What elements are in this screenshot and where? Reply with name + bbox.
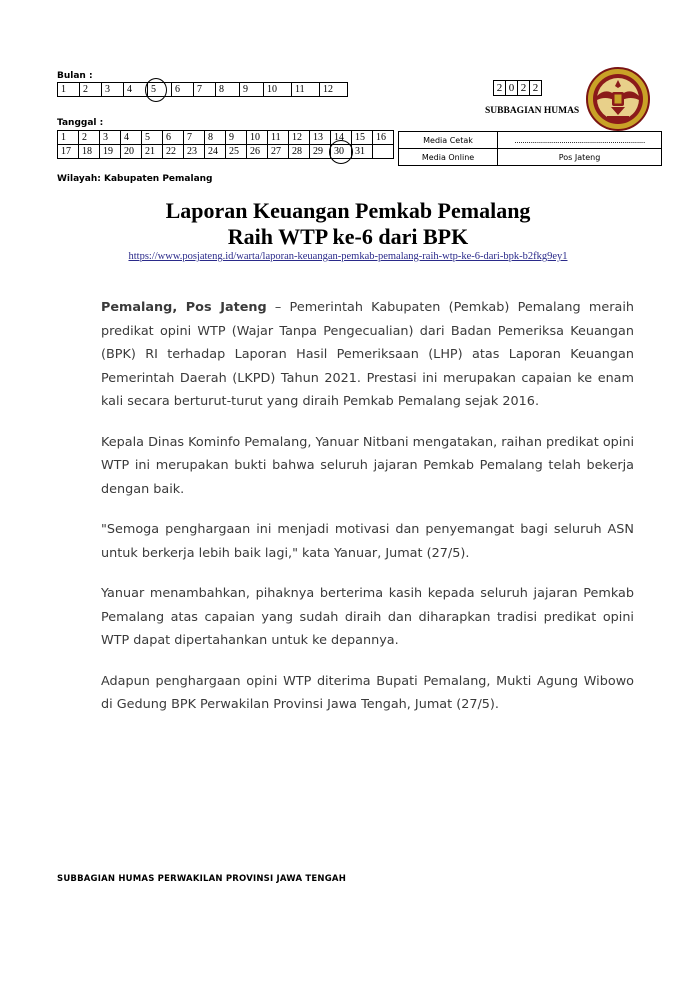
day-cell: 6 [163,131,184,145]
month-cell: 1 [58,83,80,97]
article-title-line1: Laporan Keuangan Pemkab Pemalang [165,198,531,223]
paragraph-5: Adapun penghargaan opini WTP diterima Bupati Pemalang, Mukti Agung Wibowo di Gedung BPK Perwakilan Provinsi Jawa Tengah, Jumat (27/5). [101,673,634,712]
year-box [493,80,542,96]
day-cell: 25 [226,145,247,159]
day-cell: 3 [100,131,121,145]
month-cell: 12 [320,83,348,97]
wilayah-label: Wilayah: Kabupaten Pemalang [57,174,213,184]
day-cell: 1 [58,131,79,145]
day-grid [57,130,394,159]
day-cell: 29 [310,145,331,159]
day-cell: 8 [205,131,226,145]
month-cell: 9 [240,83,264,97]
day-cell: 15 [352,131,373,145]
month-cell: 6 [172,83,194,97]
month-cell: 4 [124,83,148,97]
day-cell: 16 [373,131,394,145]
tanggal-label: Tanggal : [57,118,104,128]
media-table [398,131,662,166]
day-cell: 24 [205,145,226,159]
paragraph-4: Yanuar menambahkan, pihaknya berterima kasih kepada seluruh jajaran Pemkab Pemalang atas capaian yang sudah diraih dan diharapkan tradisi predikat opini WTP dapat dipertahankan untuk ke depannya. [101,586,634,648]
year-digit: 0 [506,81,518,96]
day-cell: 9 [226,131,247,145]
media-online-label: Media Online [399,149,498,166]
day-cell: 26 [247,145,268,159]
day-cell: 17 [58,145,79,159]
day-cell: 19 [100,145,121,159]
source-url-link[interactable]: https://www.posjateng.id/warta/laporan-keuangan-pemkab-pemalang-raih-wtp-ke-6-dari-bpk-b2fkg9ey1 [128,251,568,262]
month-cell: 10 [264,83,292,97]
day-cell [373,145,394,159]
day-cell: 22 [163,145,184,159]
day-cell: 20 [121,145,142,159]
article-title-line2: Raih WTP ke-6 dari BPK [227,224,469,249]
day-cell: 13 [310,131,331,145]
media-online-value: Pos Jateng [498,149,662,166]
subbagian-label: SUBBAGIAN HUMAS [485,106,580,116]
day-cell: 5 [142,131,163,145]
day-cell: 2 [79,131,100,145]
selected-month-circle [145,78,167,102]
month-cell: 5 [148,83,172,97]
article-body [101,296,634,734]
garuda-emblem-logo [585,66,651,132]
day-cell: 7 [184,131,205,145]
year-digit: 2 [518,81,530,96]
selected-day-circle [329,140,353,164]
month-cell: 8 [216,83,240,97]
bulan-label: Bulan : [57,71,93,81]
year-digit: 2 [494,81,506,96]
day-cell: 23 [184,145,205,159]
paragraph-3: "Semoga penghargaan ini menjadi motivasi dan penyemangat bagi seluruh ASN untuk berkerja lebih baik lagi," kata Yanuar, Jumat (27/5). [101,522,634,561]
footer-text: SUBBAGIAN HUMAS PERWAKILAN PROVINSI JAWA TENGAH [57,874,347,884]
day-cell: 30 [331,145,352,159]
year-digit: 2 [530,81,542,96]
media-cetak-label: Media Cetak [399,132,498,149]
day-cell: 28 [289,145,310,159]
day-cell: 18 [79,145,100,159]
day-cell: 27 [268,145,289,159]
day-cell: 21 [142,145,163,159]
day-cell: 14 [331,131,352,145]
paragraph-1: Pemalang, Pos Jateng – Pemerintah Kabupaten (Pemkab) Pemalang meraih predikat opini WTP (Wajar Tanpa Pengecualian) dari Badan Pemeriksa Keuangan (BPK) RI terhadap Laporan Hasil Pemeriksaan (LHP) atas Laporan Keuangan Pemerintah Daerah (LKPD) Tahun 2021. Prestasi ini merupakan capaian ke enam kali secara berturut-turut yang diraih Pemkab Pemalang sejak 2016. [101,300,634,409]
day-cell: 12 [289,131,310,145]
month-cell: 11 [292,83,320,97]
article-title [60,198,636,250]
lead-dateline: Pemalang, Pos Jateng [101,300,267,315]
media-cetak-value: ................................................................ [498,132,662,149]
day-cell: 4 [121,131,142,145]
paragraph-2: Kepala Dinas Kominfo Pemalang, Yanuar Nitbani mengatakan, raihan predikat opini WTP ini merupakan bukti bahwa seluruh jajaran Pemkab Pemalang telah bekerja dengan baik. [101,434,634,497]
month-cell: 7 [194,83,216,97]
day-cell: 10 [247,131,268,145]
month-cell: 2 [80,83,102,97]
day-cell: 31 [352,145,373,159]
month-cell: 3 [102,83,124,97]
day-cell: 11 [268,131,289,145]
month-grid [57,82,348,97]
